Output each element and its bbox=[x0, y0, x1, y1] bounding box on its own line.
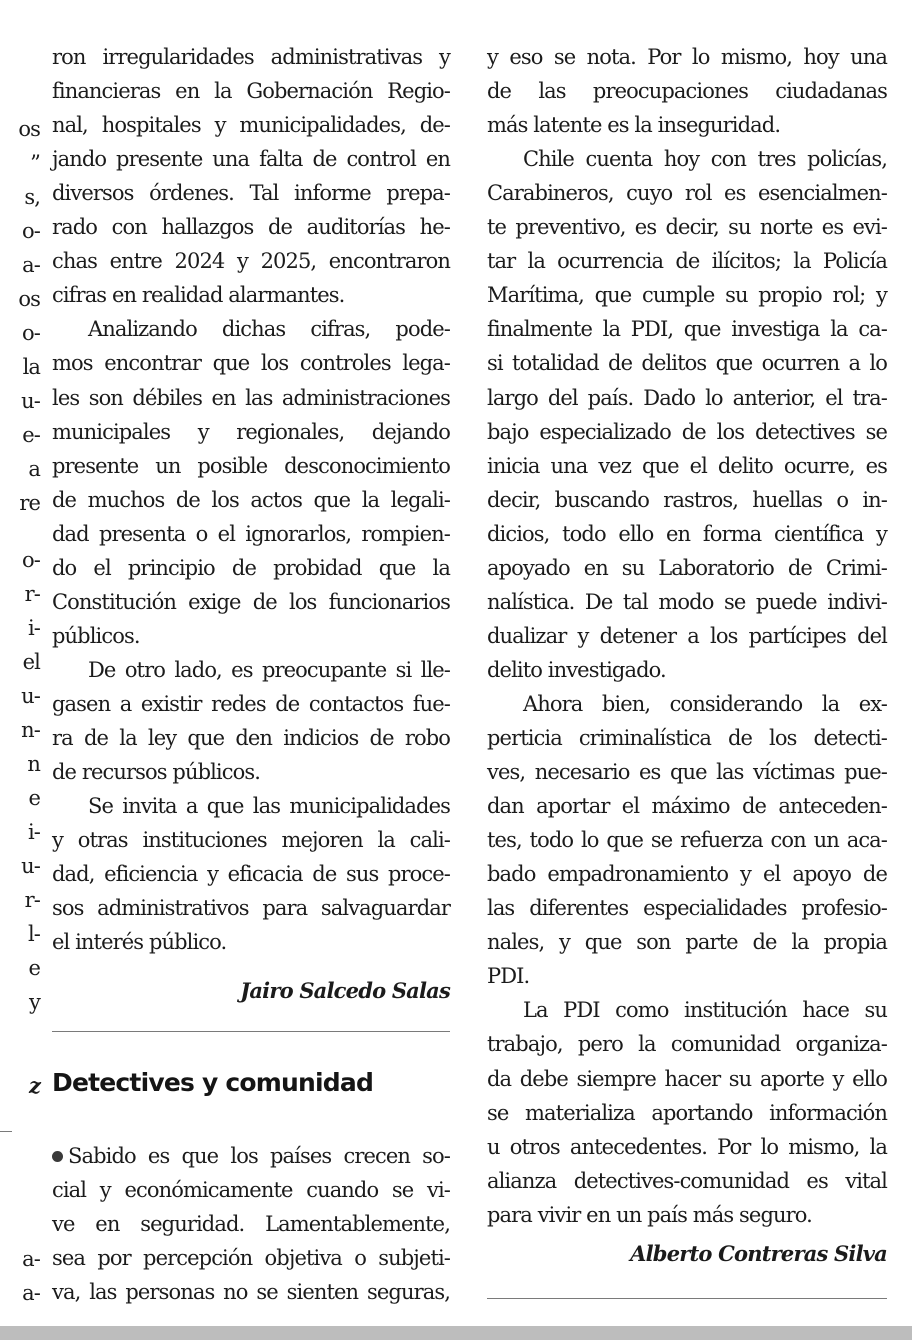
letter-one-line: diversos órdenes. Tal informe prepa- bbox=[52, 181, 450, 206]
letter-one-line: ra de la ley que den indicios de robo bbox=[52, 726, 450, 750]
letter-two-line: dicios, todo ello en forma científica y bbox=[487, 521, 887, 546]
letter-two-line: dan aportar el máximo de anteceden- bbox=[487, 794, 887, 819]
letter-two-line: para vivir en un país más seguro. bbox=[487, 1202, 812, 1227]
left-fragment-line: i- bbox=[27, 820, 40, 844]
letter-two-line: nalística. De tal modo se puede indivi- bbox=[487, 589, 887, 614]
divider-rule-left bbox=[0, 1131, 12, 1132]
left-fragment-line: os bbox=[18, 117, 40, 141]
left-fragment-line: e bbox=[28, 956, 40, 980]
letter-two-line: si totalidad de delitos que ocurren a lo bbox=[487, 351, 887, 376]
letter-two-line: bado empadronamiento y el apoyo de bbox=[487, 862, 887, 887]
left-fragment-line: re bbox=[19, 491, 40, 515]
letter-two-line: largo del país. Dado lo anterior, el tra- bbox=[487, 385, 887, 410]
left-fragment-line: l- bbox=[27, 922, 40, 946]
letter-one-line: dad presenta o el ignorarlos, rompien- bbox=[52, 521, 450, 546]
left-fragment-line: u- bbox=[21, 389, 40, 413]
left-fragment-line: o- bbox=[22, 321, 40, 345]
letter-two-line: bajo especializado de los detectives se bbox=[487, 419, 887, 444]
left-fragment-line: a bbox=[28, 457, 40, 481]
left-fragment-line: i- bbox=[27, 616, 40, 640]
left-fragment-line: a- bbox=[22, 1247, 40, 1271]
letter-one-line: nal, hospitales y municipalidades, de- bbox=[52, 113, 450, 138]
letter-two-line: de las preocupaciones ciudadanas bbox=[487, 79, 887, 104]
letter-one-line: cifras en realidad alarmantes. bbox=[52, 283, 345, 308]
letter-two-line: las diferentes especialidades profesio- bbox=[487, 896, 887, 921]
left-fragment-line: u- bbox=[21, 854, 40, 878]
left-fragment-line: e- bbox=[22, 423, 40, 447]
letter-one-line: les son débiles en las administraciones bbox=[52, 385, 450, 410]
divider-rule-col1 bbox=[52, 1031, 450, 1032]
letter-two-line: y eso se nota. Por lo mismo, hoy una bbox=[487, 45, 887, 69]
letter-two-line: apoyado en su Laboratorio de Crimi- bbox=[487, 555, 887, 580]
letter-two-line: alianza detectives-comunidad es vital bbox=[487, 1168, 887, 1193]
left-fragment-line: o- bbox=[22, 219, 40, 243]
left-fragment-line: el bbox=[22, 650, 40, 674]
letter-one-line: dad, eficiencia y eficacia de sus proce- bbox=[52, 862, 450, 887]
letter-one-line: jando presente una falta de control en bbox=[52, 147, 450, 172]
letter-one-line: sos administrativos para salvaguardar bbox=[52, 896, 450, 921]
letter-one-line: de recursos públicos. bbox=[52, 760, 261, 785]
left-fragment-line: n bbox=[27, 752, 40, 776]
letter-two-line bbox=[52, 1139, 450, 1173]
letter-one-line: ron irregularidades administrativas y bbox=[52, 45, 450, 69]
letter-two-line: va, las personas no se sienten seguras, bbox=[52, 1280, 450, 1305]
letter-one-line: de muchos de los actos que la legali- bbox=[52, 487, 450, 512]
left-fragment-line: n- bbox=[21, 718, 40, 742]
letter-two-line: inicia una vez que el delito ocurre, es bbox=[487, 453, 887, 478]
letter-two-line: nales, y que son parte de la propia bbox=[487, 930, 887, 955]
letter-two-line: ves, necesario es que las víctimas pue- bbox=[487, 760, 887, 785]
letter-two-line: Carabineros, cuyo rol es esencialmen- bbox=[487, 181, 887, 206]
divider-rule-col2 bbox=[487, 1298, 887, 1299]
letter-two-line: ve en seguridad. Lamentablemente, bbox=[52, 1212, 450, 1237]
left-fragment-line: la bbox=[22, 355, 40, 379]
letter-two-line: dualizar y detener a los partícipes del bbox=[487, 623, 887, 648]
letter-two-line: decir, buscando rastros, huellas o in- bbox=[487, 487, 887, 512]
letter-one-line: rado con hallazgos de auditorías he- bbox=[52, 215, 450, 240]
letter-one-line: Constitución exige de los funcionarios bbox=[52, 589, 450, 614]
letter-two-line: más latente es la inseguridad. bbox=[487, 113, 781, 138]
letter-two-headline: Detectives y comunidad bbox=[52, 1068, 374, 1097]
letter-one-line: municipales y regionales, dejando bbox=[52, 419, 450, 444]
letter-two-line: Marítima, que cumple su propio rol; y bbox=[487, 283, 887, 308]
letter-two-line: sea por percepción objetiva o subjeti- bbox=[52, 1246, 450, 1271]
letter-two-line: cial y económicamente cuando se vi- bbox=[52, 1178, 450, 1203]
page-bottom-edge bbox=[0, 1326, 912, 1340]
letter-two-line: te preventivo, es decir, su norte es evi- bbox=[487, 215, 887, 240]
left-fragment-line: y bbox=[29, 990, 40, 1014]
letter-two-line: Ahora bien, considerando la ex- bbox=[523, 691, 887, 716]
letter-one-line: Analizando dichas cifras, pode- bbox=[88, 317, 450, 342]
left-fragment-line: u- bbox=[21, 684, 40, 708]
left-fragment-line: ” bbox=[30, 151, 40, 175]
letter-two-line: se materializa aportando información bbox=[487, 1100, 887, 1125]
letter-two-line: finalmente la PDI, que investiga la ca- bbox=[487, 317, 887, 342]
letter-two-line: tes, todo lo que se refuerza con un aca- bbox=[487, 828, 887, 853]
bullet-icon bbox=[52, 1151, 63, 1162]
letter-one-line: De otro lado, es preocupante si lle- bbox=[88, 657, 450, 682]
letter-two-line: PDI. bbox=[487, 964, 530, 989]
letter-two-line: perticia criminalística de los detecti- bbox=[487, 726, 887, 750]
letter-one-line: chas entre 2024 y 2025, encontraron bbox=[52, 249, 450, 274]
letter-two-signature: Alberto Contreras Silva bbox=[630, 1241, 887, 1266]
left-fragment-line: os bbox=[18, 287, 40, 311]
left-fragment-line: a- bbox=[22, 253, 40, 277]
letter-one-line: gasen a existir redes de contactos fue- bbox=[52, 691, 450, 716]
left-fragment-line: z bbox=[28, 1073, 40, 1098]
letter-two-line: trabajo, pero la comunidad organiza- bbox=[487, 1032, 887, 1057]
left-fragment-line: o- bbox=[22, 548, 40, 572]
left-fragment-line: r- bbox=[24, 888, 40, 912]
left-fragment-line: a- bbox=[22, 1281, 40, 1305]
letter-one-line: públicos. bbox=[52, 623, 140, 648]
letter-two-line: tar la ocurrencia de ilícitos; la Policía bbox=[487, 249, 887, 274]
letter-one-line: mos encontrar que los controles lega- bbox=[52, 351, 450, 376]
letter-two-line: La PDI como institución hace su bbox=[523, 998, 887, 1023]
letter-two-line: u otros antecedentes. Por lo mismo, la bbox=[487, 1134, 887, 1159]
letter-one-line: financieras en la Gobernación Regio- bbox=[52, 79, 450, 104]
letter-one-line: presente un posible desconocimiento bbox=[52, 453, 450, 478]
left-fragment-line: e bbox=[28, 786, 40, 810]
letter-two-line: delito investigado. bbox=[487, 657, 666, 682]
letter-two-line: Chile cuenta hoy con tres policías, bbox=[523, 147, 887, 172]
left-fragment-line: r- bbox=[24, 582, 40, 606]
letter-two-line: da debe siempre hacer su aporte y ello bbox=[487, 1066, 887, 1091]
letter-two-first-line-text: Sabido es que los países crecen so- bbox=[68, 1144, 450, 1168]
letter-one-signature: Jairo Salcedo Salas bbox=[240, 978, 450, 1003]
letter-one-line: y otras instituciones mejoren la cali- bbox=[52, 828, 450, 853]
letter-one-line: el interés público. bbox=[52, 930, 227, 955]
left-fragment-line: s, bbox=[24, 185, 40, 209]
letter-one-line: do el principio de probidad que la bbox=[52, 555, 450, 580]
letter-one-line: Se invita a que las municipalidades bbox=[88, 794, 450, 819]
